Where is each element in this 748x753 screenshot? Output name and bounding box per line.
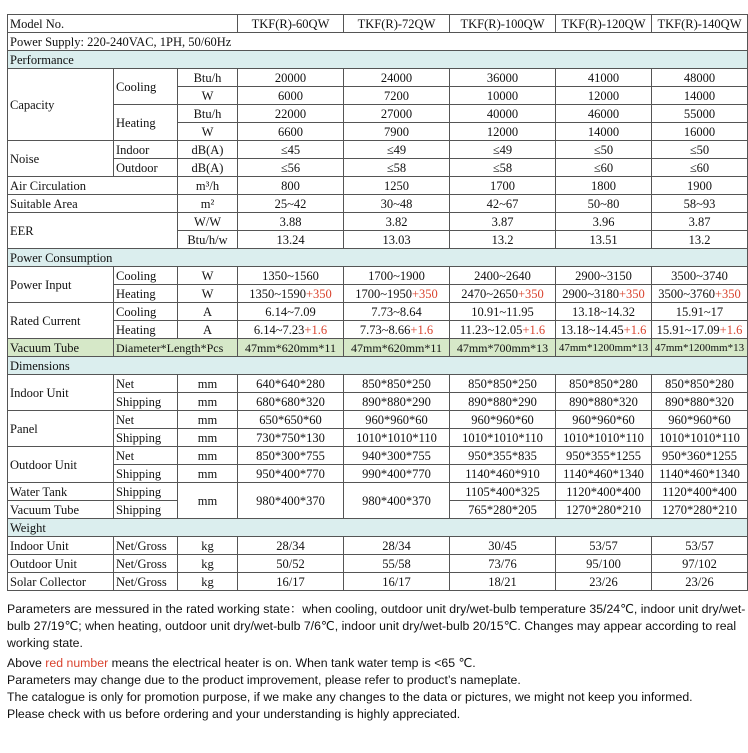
value-cell: 40000: [450, 105, 556, 123]
noise-indoor-label: Indoor: [114, 141, 178, 159]
value-cell: ≤60: [556, 159, 652, 177]
value-cell: 1900: [652, 177, 748, 195]
rated-current-label: Rated Current: [8, 303, 114, 339]
unit-cell: m²: [178, 195, 238, 213]
value-cell: 650*650*60: [238, 411, 344, 429]
capacity-label: Capacity: [8, 69, 114, 141]
note-text: means the electrical heater is on. When tank water temp is <65 ℃.: [108, 656, 476, 670]
heater-extra: +1.6: [410, 322, 434, 337]
unit-cell: mm: [178, 483, 238, 519]
value-cell: 28/34: [238, 537, 344, 555]
value-cell: 1700: [450, 177, 556, 195]
note-promotion: The catalogue is only for promotion purpose, if we make any changes to the data or pictures, we might not keep you informed.: [7, 690, 693, 704]
value-cell: 18/21: [450, 573, 556, 591]
table-row: [8, 213, 748, 231]
value-cell: [344, 321, 450, 339]
value-cell: 890*880*320: [652, 393, 748, 411]
value-cell: [450, 285, 556, 303]
value-cell: 950*355*835: [450, 447, 556, 465]
heater-extra: +350: [305, 286, 332, 301]
shipping-label: Shipping: [114, 501, 178, 519]
net-label: Net: [114, 447, 178, 465]
value-cell: 25~42: [238, 195, 344, 213]
value-cell: ≤45: [238, 141, 344, 159]
value-cell: 850*850*250: [450, 375, 556, 393]
value-cell: ≤49: [344, 141, 450, 159]
table-row: [8, 159, 748, 177]
base-value: 1350~1590: [249, 286, 306, 301]
unit-cell: mm: [178, 429, 238, 447]
value-cell: 6000: [238, 87, 344, 105]
value-cell: 3.88: [238, 213, 344, 231]
base-value: 7.73~8.66: [359, 322, 411, 337]
value-cell: 50/52: [238, 555, 344, 573]
value-cell: 1270*280*210: [556, 501, 652, 519]
value-cell: 980*400*370: [238, 483, 344, 519]
value-cell: [652, 321, 748, 339]
power-supply: Power Supply: 220-240VAC, 1PH, 50/60Hz: [8, 33, 748, 51]
value-cell: 42~67: [450, 195, 556, 213]
value-cell: 980*400*370: [344, 483, 450, 519]
vacuum-tube-spec: Diameter*Length*Pcs: [114, 339, 238, 357]
value-cell: 1140*460*910: [450, 465, 556, 483]
table-row: [8, 321, 748, 339]
table-row: [8, 573, 748, 591]
value-cell: [556, 285, 652, 303]
value-cell: [238, 285, 344, 303]
value-cell: 1120*400*400: [652, 483, 748, 501]
value-cell: [344, 285, 450, 303]
footnotes: [7, 601, 747, 723]
value-cell: 950*355*1255: [556, 447, 652, 465]
model-label: Model No.: [8, 15, 238, 33]
model-1: TKF(R)-60QW: [238, 15, 344, 33]
unit-cell: mm: [178, 393, 238, 411]
value-cell: 55000: [652, 105, 748, 123]
value-cell: 1250: [344, 177, 450, 195]
value-cell: 850*300*755: [238, 447, 344, 465]
note-text: Above: [7, 656, 46, 670]
noise-label: Noise: [8, 141, 114, 177]
value-cell: 6600: [238, 123, 344, 141]
unit-cell: mm: [178, 411, 238, 429]
value-cell: 1010*1010*110: [450, 429, 556, 447]
value-cell: 13.2: [652, 231, 748, 249]
value-cell: [652, 285, 748, 303]
capacity-cooling-label: Cooling: [114, 69, 178, 105]
value-cell: 960*960*60: [450, 411, 556, 429]
unit-cell: m³/h: [178, 177, 238, 195]
unit-cell: Btu/h: [178, 69, 238, 87]
unit-cell: W/W: [178, 213, 238, 231]
value-cell: 1800: [556, 177, 652, 195]
power-input-label: Power Input: [8, 267, 114, 303]
unit-cell: kg: [178, 573, 238, 591]
weight-label: Solar Collector: [8, 573, 114, 591]
air-circulation-label: Air Circulation: [8, 177, 178, 195]
weight-label: Indoor Unit: [8, 537, 114, 555]
outdoor-unit-label: Outdoor Unit: [8, 447, 114, 483]
value-cell: 47mm*1200mm*13: [556, 339, 652, 357]
value-cell: ≤50: [652, 141, 748, 159]
suitable-area-label: Suitable Area: [8, 195, 178, 213]
value-cell: 960*960*60: [652, 411, 748, 429]
value-cell: 7200: [344, 87, 450, 105]
value-cell: 940*300*755: [344, 447, 450, 465]
mode-cell: Heating: [114, 285, 178, 303]
table-row: [8, 339, 748, 357]
indoor-unit-label: Indoor Unit: [8, 375, 114, 411]
value-cell: 890*880*320: [556, 393, 652, 411]
base-value: 15.91~17.09: [656, 322, 720, 337]
model-4: TKF(R)-120QW: [556, 15, 652, 33]
value-cell: 1350~1560: [238, 267, 344, 285]
value-cell: 95/100: [556, 555, 652, 573]
section-power-consumption: Power Consumption: [8, 249, 748, 267]
value-cell: 10.91~11.95: [450, 303, 556, 321]
table-row: [8, 69, 748, 87]
unit-cell: dB(A): [178, 159, 238, 177]
value-cell: 1140*460*1340: [652, 465, 748, 483]
unit-cell: Btu/h/w: [178, 231, 238, 249]
header-row: [8, 15, 748, 33]
value-cell: 950*400*770: [238, 465, 344, 483]
value-cell: 47mm*700mm*13: [450, 339, 556, 357]
value-cell: 13.03: [344, 231, 450, 249]
value-cell: 3.96: [556, 213, 652, 231]
value-cell: 16/17: [344, 573, 450, 591]
table-row: [8, 429, 748, 447]
value-cell: 850*850*250: [344, 375, 450, 393]
note-red-text: red number: [45, 656, 109, 670]
value-cell: 46000: [556, 105, 652, 123]
table-row: [8, 105, 748, 123]
value-cell: ≤60: [652, 159, 748, 177]
unit-cell: A: [178, 303, 238, 321]
shipping-label: Shipping: [114, 429, 178, 447]
value-cell: [556, 321, 652, 339]
value-cell: 1105*400*325: [450, 483, 556, 501]
value-cell: 13.51: [556, 231, 652, 249]
value-cell: 3.82: [344, 213, 450, 231]
section-dimensions: Dimensions: [8, 357, 748, 375]
water-tank-label: Water Tank: [8, 483, 114, 501]
unit-cell: mm: [178, 465, 238, 483]
value-cell: 73/76: [450, 555, 556, 573]
unit-cell: kg: [178, 555, 238, 573]
value-cell: 36000: [450, 69, 556, 87]
heater-extra: +1.6: [522, 322, 546, 337]
model-5: TKF(R)-140QW: [652, 15, 748, 33]
weight-label: Outdoor Unit: [8, 555, 114, 573]
value-cell: 6.14~7.09: [238, 303, 344, 321]
value-cell: 13.18~14.32: [556, 303, 652, 321]
value-cell: 2400~2640: [450, 267, 556, 285]
table-row: [8, 465, 748, 483]
value-cell: 3500~3740: [652, 267, 748, 285]
value-cell: 28/34: [344, 537, 450, 555]
unit-cell: W: [178, 267, 238, 285]
value-cell: 16000: [652, 123, 748, 141]
table-row: [8, 285, 748, 303]
base-value: 11.23~12.05: [459, 322, 523, 337]
value-cell: ≤58: [450, 159, 556, 177]
value-cell: 14000: [556, 123, 652, 141]
unit-cell: kg: [178, 537, 238, 555]
unit-cell: W: [178, 285, 238, 303]
model-3: TKF(R)-100QW: [450, 15, 556, 33]
value-cell: 97/102: [652, 555, 748, 573]
heater-extra: +1.6: [304, 322, 328, 337]
value-cell: 3.87: [652, 213, 748, 231]
unit-cell: mm: [178, 447, 238, 465]
value-cell: 960*960*60: [556, 411, 652, 429]
value-cell: 2900~3150: [556, 267, 652, 285]
value-cell: 16/17: [238, 573, 344, 591]
value-cell: 680*680*320: [238, 393, 344, 411]
value-cell: 30/45: [450, 537, 556, 555]
value-cell: 990*400*770: [344, 465, 450, 483]
net-gross-label: Net/Gross: [114, 573, 178, 591]
value-cell: 30~48: [344, 195, 450, 213]
value-cell: 10000: [450, 87, 556, 105]
table-row: [8, 267, 748, 285]
spec-table: [7, 14, 748, 591]
value-cell: 20000: [238, 69, 344, 87]
value-cell: 47mm*1200mm*13: [652, 339, 748, 357]
base-value: 2470~2650: [461, 286, 518, 301]
value-cell: 1700~1900: [344, 267, 450, 285]
value-cell: 48000: [652, 69, 748, 87]
value-cell: 23/26: [556, 573, 652, 591]
value-cell: 1120*400*400: [556, 483, 652, 501]
table-row: [8, 555, 748, 573]
table-row: [8, 447, 748, 465]
unit-cell: W: [178, 87, 238, 105]
value-cell: 13.2: [450, 231, 556, 249]
base-value: 1700~1950: [355, 286, 412, 301]
value-cell: 7.73~8.64: [344, 303, 450, 321]
value-cell: 1010*1010*110: [344, 429, 450, 447]
value-cell: 640*640*280: [238, 375, 344, 393]
value-cell: 3.87: [450, 213, 556, 231]
value-cell: 58~93: [652, 195, 748, 213]
base-value: 3500~3760: [658, 286, 715, 301]
net-gross-label: Net/Gross: [114, 537, 178, 555]
unit-cell: dB(A): [178, 141, 238, 159]
panel-label: Panel: [8, 411, 114, 447]
value-cell: 27000: [344, 105, 450, 123]
table-row: [8, 141, 748, 159]
value-cell: 730*750*130: [238, 429, 344, 447]
value-cell: 53/57: [652, 537, 748, 555]
unit-cell: A: [178, 321, 238, 339]
net-label: Net: [114, 375, 178, 393]
value-cell: 1010*1010*110: [556, 429, 652, 447]
value-cell: [450, 321, 556, 339]
shipping-label: Shipping: [114, 465, 178, 483]
unit-cell: Btu/h: [178, 105, 238, 123]
noise-outdoor-label: Outdoor: [114, 159, 178, 177]
heater-extra: +350: [618, 286, 645, 301]
value-cell: 850*850*280: [556, 375, 652, 393]
value-cell: 765*280*205: [450, 501, 556, 519]
heater-extra: +1.6: [719, 322, 743, 337]
value-cell: ≤58: [344, 159, 450, 177]
unit-cell: W: [178, 123, 238, 141]
section-weight: Weight: [8, 519, 748, 537]
value-cell: 12000: [450, 123, 556, 141]
table-row: [8, 375, 748, 393]
mode-cell: Heating: [114, 321, 178, 339]
net-label: Net: [114, 411, 178, 429]
value-cell: ≤50: [556, 141, 652, 159]
value-cell: 1010*1010*110: [652, 429, 748, 447]
eer-label: EER: [8, 213, 178, 249]
base-value: 6.14~7.23: [253, 322, 305, 337]
value-cell: ≤49: [450, 141, 556, 159]
value-cell: ≤56: [238, 159, 344, 177]
vacuum-tube-box-label: Vacuum Tube: [8, 501, 114, 519]
value-cell: 55/58: [344, 555, 450, 573]
value-cell: 1270*280*210: [652, 501, 748, 519]
table-row: [8, 303, 748, 321]
value-cell: 50~80: [556, 195, 652, 213]
value-cell: 15.91~17: [652, 303, 748, 321]
value-cell: 47mm*620mm*11: [344, 339, 450, 357]
value-cell: 890*880*290: [450, 393, 556, 411]
value-cell: 960*960*60: [344, 411, 450, 429]
table-row: [8, 393, 748, 411]
note-red-number: [7, 655, 747, 672]
unit-cell: mm: [178, 375, 238, 393]
section-performance: Performance: [8, 51, 748, 69]
value-cell: 1140*460*1340: [556, 465, 652, 483]
model-2: TKF(R)-72QW: [344, 15, 450, 33]
value-cell: 800: [238, 177, 344, 195]
value-cell: 47mm*620mm*11: [238, 339, 344, 357]
table-row: [8, 483, 748, 501]
table-row: [8, 411, 748, 429]
value-cell: 23/26: [652, 573, 748, 591]
value-cell: [238, 321, 344, 339]
heater-extra: +350: [714, 286, 741, 301]
heater-extra: +350: [517, 286, 544, 301]
capacity-heating-label: Heating: [114, 105, 178, 141]
note-nameplate: Parameters may change due to the product improvement, please refer to product’s nameplate.: [7, 673, 521, 687]
base-value: 13.18~14.45: [560, 322, 624, 337]
value-cell: 950*360*1255: [652, 447, 748, 465]
value-cell: 7900: [344, 123, 450, 141]
vacuum-tube-label: Vacuum Tube: [8, 339, 114, 357]
value-cell: 22000: [238, 105, 344, 123]
mode-cell: Cooling: [114, 267, 178, 285]
note-rated-conditions: Parameters are messured in the rated working state：when cooling, outdoor unit dry/wet-bulb temperature 35/24℃, indoor unit dry/wet-bulb 27/19℃; when heating, outdoor unit dry/wet-bulb 7/6℃, indoor unit dry/wet-bulb 20/15℃. Changes may appear according to real working state.: [7, 602, 746, 650]
value-cell: 24000: [344, 69, 450, 87]
mode-cell: Cooling: [114, 303, 178, 321]
base-value: 2900~3180: [562, 286, 619, 301]
shipping-label: Shipping: [114, 393, 178, 411]
value-cell: 14000: [652, 87, 748, 105]
heater-extra: +350: [411, 286, 438, 301]
note-check: Please check with us before ordering and your understanding is highly appreciated.: [7, 707, 461, 721]
table-row: [8, 177, 748, 195]
value-cell: 850*850*280: [652, 375, 748, 393]
value-cell: 12000: [556, 87, 652, 105]
value-cell: 890*880*290: [344, 393, 450, 411]
shipping-label: Shipping: [114, 483, 178, 501]
value-cell: 53/57: [556, 537, 652, 555]
table-row: [8, 537, 748, 555]
net-gross-label: Net/Gross: [114, 555, 178, 573]
heater-extra: +1.6: [623, 322, 647, 337]
value-cell: 41000: [556, 69, 652, 87]
table-row: [8, 195, 748, 213]
value-cell: 13.24: [238, 231, 344, 249]
